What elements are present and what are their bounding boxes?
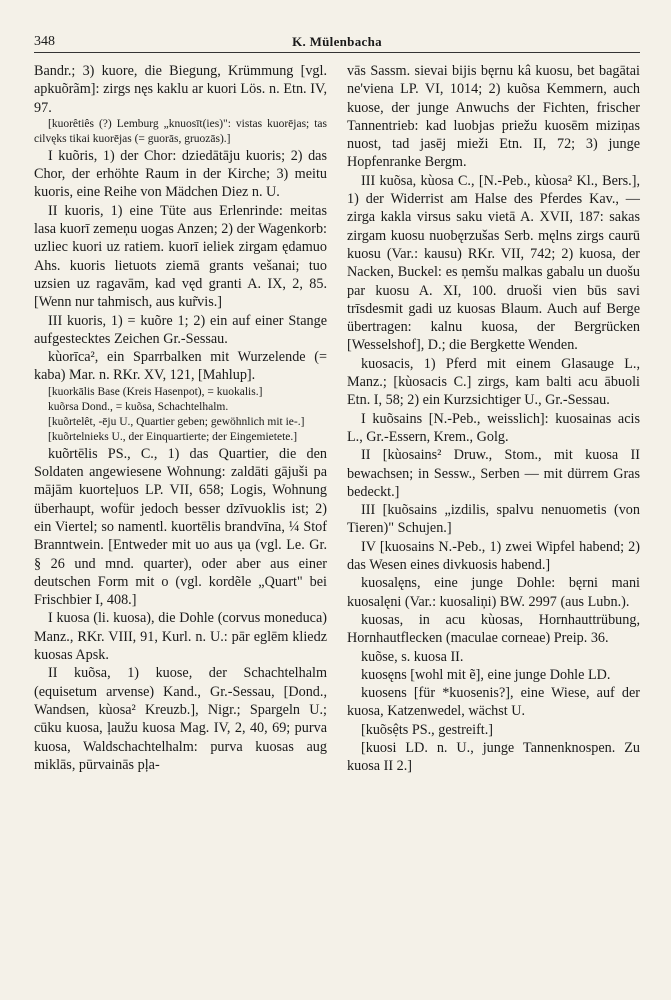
dictionary-entry: kuosęns [wohl mit ẽ], eine junge Dohle LD.: [361, 666, 611, 683]
running-head: K. Mülenbacha: [292, 34, 382, 49]
dictionary-entry: III [kuõsains „izdilis, spalvu nenuometis (von Tieren)" Schujen.]: [347, 502, 640, 537]
dictionary-entry: kuõrtēlis PS., C., 1) das Quartier, die den Soldaten angewiesene Wohnung: zaldāti gājuši pa mājām kuorteļuos LP. VII, 658; Logis, Wohnung überhaupt, wofür jedoch besser dzīvuoklis ist; 2) ein Viertel; so namentl. kuortēlis brandvīna, ¼ Stof Branntwein. [Entweder mit uo aus ụa (vgl. Le. Gr. § 26 und mnd. quarter), oder aber aus einer deutschen Form mit o (vgl. kordẽle „Quart" bei Frischbier I, 408.]: [34, 445, 327, 609]
dictionary-entry: kuosens [für *kuosenis?], eine Wiese, auf der kuosa, Katzenwedel, wächst U.: [347, 685, 640, 720]
dictionary-entry: [kuorêtiês (?) Lemburg „knuosīt(ies)": vistas kuorējas; tas cilvęks tikai kuorējas (= guorās, gruozās).]: [34, 117, 327, 145]
dictionary-entry: kuosacis, 1) Pferd mit einem Glasauge L., Manz.; [kùosacis C.] zirgs, kam balti acu ābuoli Etn. I, 58; 2) ein Kurzsichtiger U., Gr.-Sessau.: [347, 355, 640, 409]
dictionary-entry: III kuõsa, kùosa C., [N.-Peb., kùosa² Kl., Bers.], 1) der Widerrist am Halse des Pferdes Kav., — zirga kakla virsus saku vietā A. XVII, 187: sakas zirgam kuosu nuobęrzušas Serb. męlns zirgs caurū kuosu (Var.: kausu) RKr. VII, 742; 2) kuosa, der Nacken, Buckel: es ņemšu malkas gabalu un duošu par kuosu A. XI, 100. druoši vien būs savi trīsdesmit gadi uz kuosas Blaum. Auch auf Berge übertragen: kalnu kuosa, der Bergrücken [Wesselshof], D.; die Bergkette Wenden.: [347, 172, 640, 354]
left-column: [34, 62, 327, 774]
dictionary-entry: II kuoris, 1) eine Tüte aus Erlenrinde: meitas lasa kuorī zemeņu uogas Anzen; 2) der Wagenkorb: uzliec kuori uz ratiem. kuorī ieliek zirgam ędamuo Ahs. kuoris lietuots ziemā grants vešanai; tuo uzsien uz ragavām, kad vęd granti A. IX, 2, 85. [Wenn nur tahmisch, aus kur̃vis.]: [34, 202, 327, 311]
dictionary-entry: vās Sassm. sievai bijis bęrnu kâ kuosu, bet bagātai ne'viena LP. VI, 1014; 2) kuõsa Kemmern, auch kuose, der junge Anwuchs der Fichten, frischer Tannentrieb: kad luobjas priežu kuosēm miziņas nuost, tad jasēj mieži Etn. II, 72; 3) junge Hopfenranke Bergm.: [347, 63, 640, 171]
dictionary-entry: kuõrsa Dond., = kuõsa, Schachtelhalm.: [48, 400, 229, 413]
dictionary-entry: [kuorkālis Base (Kreis Hasenpot), = kuokalis.]: [48, 385, 263, 398]
dictionary-entry: II [kùosains² Druw., Stom., mit kuosa II bewachsen; in Sessw., Serben — mit dürrem Gras bedeckt.]: [347, 447, 640, 500]
dictionary-entry: [kuõrtelnieks U., der Einquartierte; der Eingemietete.]: [48, 430, 298, 443]
dictionary-entry: II kuõsa, 1) kuose, der Schachtelhalm (equisetum arvense) Kand., Gr.-Sessau, [Dond., Wandsen, kùosa² Kreuzb.], Nigr.; Spargeln U.; cūku kuosa, ļaužu kuosa Mag. IV, 2, 40, 69; purva kuosa, Waldschachtelhalm: purva kuosas aug miklās, pūrvainās pļa-: [34, 665, 327, 773]
dictionary-entry: kuõse, s. kuosa II.: [361, 648, 464, 665]
dictionary-entry: [kuosi LD. n. U., junge Tannenknospen. Zu kuosa II 2.]: [347, 739, 640, 775]
right-column: [347, 62, 640, 776]
dictionary-entry: [kuõrtelêt, -ēju U., Quartier geben; gewöhnlich mit ie-.]: [48, 415, 305, 428]
dictionary-entry: III kuoris, 1) = kuõre 1; 2) ein auf einer Stange aufgestecktes Zeichen Gr.-Sessau.: [34, 312, 327, 347]
dictionary-entry: I kuõsains [N.-Peb., weisslich]: kuosainas acis L., Gr.-Essern, Krem., Golg.: [347, 410, 640, 445]
page-header: [34, 30, 640, 53]
dictionary-entry: kuosas, in acu kùosas, Hornhauttrübung, Hornhautflecken (maculae corneae) Preip. 36.: [347, 611, 640, 647]
dictionary-entry: kùorīca², ein Sparrbalken mit Wurzelende (= kaba) Mar. n. RKr. XV, 121, [Mahlup].: [34, 349, 327, 384]
dictionary-entry: IV [kuosains N.-Peb., 1) zwei Wipfel habend; 2) das Wesen eines divkuosis habend.]: [347, 538, 640, 574]
dictionary-entry: [kuõsệts PS., gestreift.]: [361, 721, 494, 738]
dictionary-entry: kuosalęns, eine junge Dohle: bęrni mani kuosalęni (Var.: kuosaliņi) BW. 2997 (aus Lubn.).: [347, 575, 640, 610]
page-number: 348: [34, 34, 55, 49]
dictionary-entry: Bandr.; 3) kuore, die Biegung, Krümmung [vgl. apkuõrãm]: zirgs nęs kaklu ar kuori Lös. n. Etn. IV, 97.: [34, 63, 327, 116]
dictionary-entry: I kuõris, 1) der Chor: dziedātāju kuoris; 2) das Chor, der erhöhte Raum in der Kirche; 3) meitu kuoris, eine Reihe von Mädchen Diez n. U.: [34, 147, 327, 201]
dictionary-entry: I kuosa (li. kuosa), die Dohle (corvus moneduca) Manz., RKr. VIII, 91, Kurl. n. U.: pār eglēm kliedz kuosas Apsk.: [34, 610, 327, 664]
